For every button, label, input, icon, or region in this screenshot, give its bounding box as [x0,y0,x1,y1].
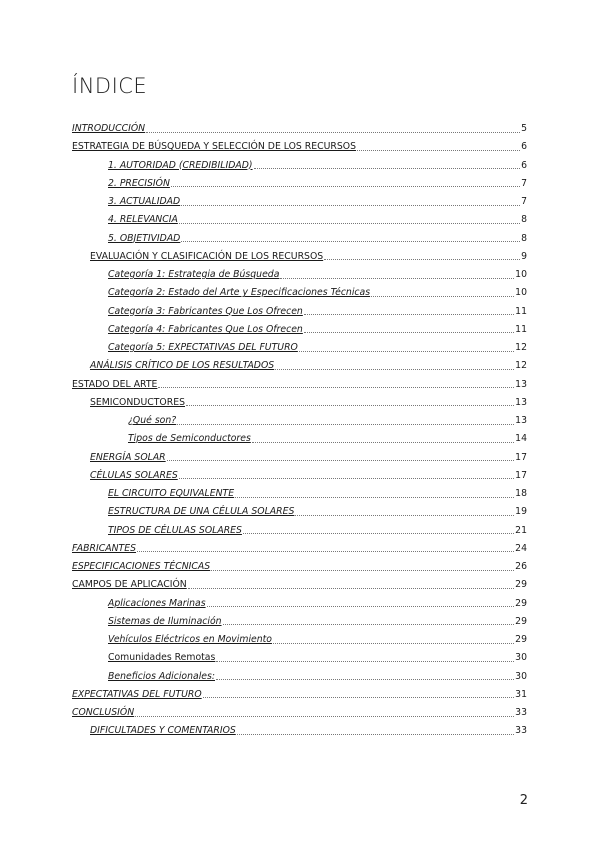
toc-entry-label[interactable]: TIPOS DE CÉLULAS SOLARES [108,524,242,536]
toc-entry-label[interactable]: Categoría 4: Fabricantes Que Los Ofrecen [108,323,303,335]
toc-entry[interactable] [72,138,527,156]
toc-entry-label[interactable]: Beneficios Adicionales: [108,670,215,682]
toc-leader-dots [223,624,515,625]
toc-entry-page: 10 [515,287,527,299]
toc-entry-page: 12 [515,360,527,372]
toc-leader-dots [181,241,520,242]
toc-entry-page: 13 [515,378,527,390]
toc-entry-label[interactable]: INTRODUCCIÓN [72,123,146,134]
toc-entry-label[interactable]: DIFICULTADES Y COMENTARIOS [90,725,236,737]
toc-entry-label[interactable]: Categoría 2: Estado del Arte y Especificaciones Técnicas [108,287,371,299]
toc-entry-page: 31 [515,688,527,700]
toc-leader-dots [357,150,520,151]
toc-leader-dots [371,296,514,297]
toc-entry-page: 29 [515,615,527,627]
toc-leader-dots [304,314,514,315]
toc-entry-label[interactable]: ESTADO DEL ARTE [72,378,158,390]
toc-entry-label[interactable]: 5. OBJETIVIDAD [108,232,181,244]
toc-entry-label[interactable]: CÉLULAS SOLARES [90,469,178,481]
toc-entry[interactable] [72,576,527,594]
toc-entry-label[interactable]: CONCLUSIÓN [72,707,135,718]
toc-entry-label[interactable]: CAMPOS DE APLICACIÓN [72,579,187,591]
toc-entry-label[interactable]: Categoría 3: Fabricantes Que Los Ofrecen [108,305,303,317]
toc-leader-dots [280,278,514,279]
toc-leader-dots [167,460,515,461]
toc-leader-dots [235,497,514,498]
toc-entry-label[interactable]: 2. PRECISIÓN [108,177,170,189]
toc-leader-dots [177,424,514,425]
toc-leader-dots [211,570,514,571]
toc-entry-page: 9 [521,250,527,262]
toc-entry-label[interactable]: Comunidades Remotas [108,652,216,664]
toc-entry-page: 7 [521,196,527,207]
toc-entry-page: 14 [515,433,527,445]
toc-entry-label[interactable]: Sistemas de Iluminación [108,615,222,627]
toc-entry-label[interactable]: Categoría 5: EXPECTATIVAS DEL FUTURO [108,342,298,353]
toc-entry[interactable] [72,157,527,175]
toc-entry-label[interactable]: Aplicaciones Marinas [108,597,206,609]
toc-entry-page: 17 [515,469,527,481]
toc-entry-label[interactable]: Vehículos Eléctricos en Movimiento [108,634,272,645]
toc-entry[interactable] [72,503,527,521]
toc-leader-dots [304,332,514,333]
toc-entry[interactable] [72,339,527,357]
toc-leader-dots [146,132,520,133]
toc-entry-page: 19 [515,506,527,518]
toc-entry[interactable] [72,522,527,540]
toc-leader-dots [135,716,514,717]
toc-entry-label[interactable]: EVALUACIÓN Y CLASIFICACIÓN DE LOS RECURSOS [90,250,324,262]
toc-leader-dots [254,168,521,169]
toc-entry[interactable] [72,668,527,686]
toc-entry[interactable] [72,540,527,558]
toc-entry[interactable] [72,303,527,321]
toc-entry[interactable] [72,357,527,375]
toc-entry[interactable] [72,230,527,248]
toc-entry[interactable] [72,686,527,704]
toc-entry-label[interactable]: EL CIRCUITO EQUIVALENTE [108,488,235,499]
toc-leader-dots [299,351,514,352]
toc-entry-label[interactable]: ESTRUCTURA DE UNA CÉLULA SOLARES [108,506,295,518]
toc-leader-dots [179,223,520,224]
toc-leader-dots [181,205,520,206]
toc-entry-page: 21 [515,524,527,536]
toc-leader-dots [252,442,514,443]
toc-entry-page: 24 [515,542,527,554]
toc-entry[interactable] [72,449,527,467]
toc-entry[interactable] [72,284,527,302]
toc-entry[interactable] [72,248,527,266]
toc-entry[interactable] [72,722,527,740]
toc-leader-dots [295,515,514,516]
toc-entry-label[interactable]: 1. AUTORIDAD (CREDIBILIDAD) [108,159,253,171]
toc-entry-page: 18 [515,488,527,499]
toc-entry[interactable] [72,394,527,412]
toc-entry[interactable] [72,595,527,613]
toc-leader-dots [243,533,514,534]
page-title: ÍNDICE [72,74,148,98]
toc-entry-label[interactable]: EXPECTATIVAS DEL FUTURO [72,688,202,700]
toc-leader-dots [216,661,514,662]
toc-entry[interactable] [72,485,527,503]
toc-entry-label[interactable]: ENERGÍA SOLAR [90,451,166,463]
toc-entry-page: 7 [521,177,527,189]
toc-entry[interactable] [72,613,527,631]
toc-entry-page: 29 [515,579,527,591]
table-of-contents [72,120,527,741]
toc-entry-label[interactable]: FABRICANTES [72,542,137,554]
toc-entry-page: 33 [515,707,527,718]
toc-entry-page: 8 [521,214,527,226]
toc-entry-label[interactable]: Tipos de Semiconductores [128,433,251,445]
toc-entry-page: 8 [521,232,527,244]
toc-leader-dots [324,259,520,260]
toc-entry[interactable] [72,631,527,649]
toc-entry-page: 26 [515,561,527,572]
toc-leader-dots [137,551,514,552]
toc-entry-page: 11 [515,323,527,335]
toc-entry-page: 11 [515,305,527,317]
toc-entry-page: 5 [521,123,527,134]
toc-leader-dots [207,606,515,607]
toc-entry-label[interactable]: ANÁLISIS CRÍTICO DE LOS RESULTADOS [90,360,275,372]
toc-entry[interactable] [72,120,527,138]
toc-entry-page: 33 [515,725,527,737]
toc-entry[interactable] [72,412,527,430]
toc-leader-dots [216,679,514,680]
toc-entry-page: 17 [515,451,527,463]
toc-leader-dots [275,369,514,370]
toc-entry-page: 13 [515,396,527,408]
toc-entry-label[interactable]: 3. ACTUALIDAD [108,196,181,207]
toc-entry[interactable] [72,558,527,576]
toc-leader-dots [186,405,514,406]
toc-entry-page: 6 [521,141,527,153]
toc-entry-label[interactable]: ESTRATEGIA DE BÚSQUEDA Y SELECCIÓN DE LOS RECURSOS [72,141,357,153]
toc-entry[interactable] [72,376,527,394]
toc-entry-page: 29 [515,634,527,645]
toc-leader-dots [158,387,514,388]
toc-entry-page: 13 [515,415,527,426]
toc-leader-dots [171,186,520,187]
toc-entry[interactable] [72,175,527,193]
toc-entry[interactable] [72,467,527,485]
toc-entry-label[interactable]: 4. RELEVANCIA [108,214,178,226]
toc-entry-label[interactable]: SEMICONDUCTORES [90,396,185,408]
toc-entry-label[interactable]: ¿Qué son? [128,415,177,426]
toc-entry[interactable] [72,193,527,211]
toc-entry[interactable] [72,211,527,229]
toc-entry[interactable] [72,430,527,448]
toc-leader-dots [179,478,514,479]
toc-entry[interactable] [72,321,527,339]
toc-entry-label[interactable]: ESPECIFICACIONES TÉCNICAS [72,561,211,572]
toc-entry-page: 12 [515,342,527,353]
toc-entry[interactable] [72,704,527,722]
toc-entry-label[interactable]: Categoría 1: Estrategia de Búsqueda [108,269,280,280]
toc-entry[interactable] [72,266,527,284]
toc-entry-page: 29 [515,597,527,609]
toc-entry-page: 10 [515,269,527,280]
page-number: 2 [519,793,528,808]
toc-entry-page: 30 [515,670,527,682]
toc-entry-page: 30 [515,652,527,664]
toc-leader-dots [188,588,514,589]
toc-leader-dots [273,643,514,644]
toc-entry[interactable] [72,649,527,667]
toc-entry-page: 6 [521,159,527,171]
toc-leader-dots [203,697,514,698]
toc-leader-dots [237,734,514,735]
